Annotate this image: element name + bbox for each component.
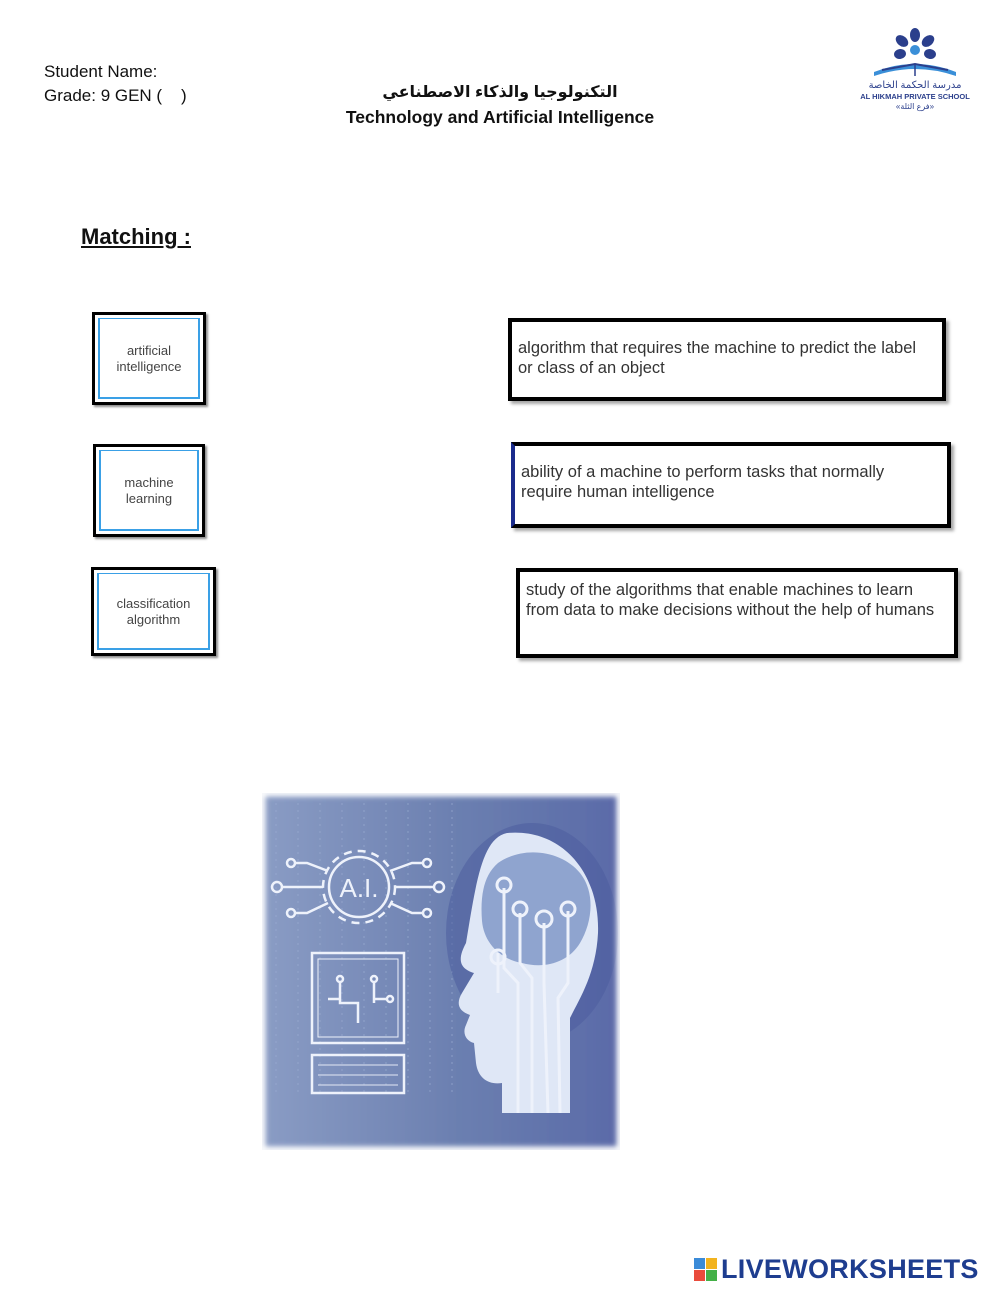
definition-text: ability of a machine to perform tasks that normally require human intelligence bbox=[521, 463, 885, 501]
school-name-english: AL HIKMAH PRIVATE SCHOOL bbox=[860, 92, 970, 101]
term-label: classification algorithm bbox=[116, 595, 191, 627]
school-branch: «فرع الثلة» bbox=[895, 102, 935, 111]
student-name-label: Student Name: bbox=[44, 62, 158, 81]
definition-box[interactable] bbox=[516, 568, 958, 658]
term-box[interactable] bbox=[92, 312, 206, 405]
liveworksheets-logo-icon bbox=[694, 1258, 717, 1281]
ai-illustration bbox=[262, 793, 620, 1150]
definition-box[interactable] bbox=[508, 318, 946, 401]
title-arabic: التكنولوجيا والذكاء الاصطناعي bbox=[382, 84, 618, 101]
ai-badge-text: A.I. bbox=[339, 873, 379, 903]
term-box[interactable] bbox=[93, 444, 205, 537]
definition-box[interactable] bbox=[511, 442, 951, 528]
term-box[interactable] bbox=[91, 567, 216, 656]
definition-text: study of the algorithms that enable machines to learn from data to make decisions without the help of humans bbox=[526, 581, 935, 619]
liveworksheets-brand bbox=[694, 1252, 979, 1286]
school-emblem-icon bbox=[852, 26, 978, 80]
school-logo bbox=[852, 26, 978, 118]
section-title: Matching : bbox=[81, 224, 191, 249]
grade-label: Grade: 9 GEN ( ) bbox=[44, 86, 187, 105]
title-english: Technology and Artificial Intelligence bbox=[345, 107, 655, 127]
term-label: artificial intelligence bbox=[116, 342, 182, 374]
definition-text: algorithm that requires the machine to predict the label or class of an object bbox=[518, 339, 917, 377]
brand-name: LIVEWORKSHEETS bbox=[721, 1253, 979, 1284]
school-name-arabic: مدرسة الحكمة الخاصة bbox=[868, 80, 962, 91]
term-label: machine learning bbox=[124, 474, 174, 506]
